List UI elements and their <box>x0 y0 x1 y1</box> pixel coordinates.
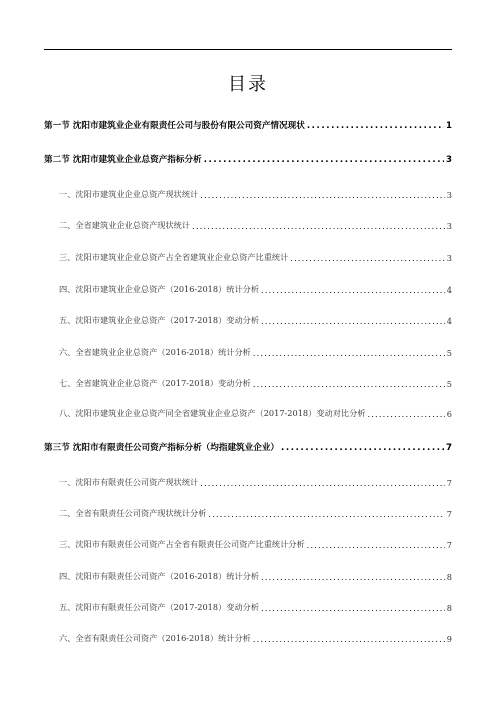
toc-leader-dots <box>281 443 444 453</box>
header-rule <box>44 49 452 50</box>
toc-entry[interactable] <box>44 342 452 358</box>
toc-leader-dots <box>253 348 445 358</box>
toc-page-number: 1 <box>446 121 452 131</box>
toc-page-number: 7 <box>446 540 452 550</box>
toc-entry-label: 二、全省有限责任公司资产现状统计分析 <box>59 508 207 518</box>
toc-entry[interactable] <box>44 628 452 644</box>
toc-entry[interactable] <box>44 310 452 326</box>
toc-page-number: 4 <box>446 285 452 295</box>
toc-page-number: 5 <box>446 348 452 358</box>
toc-page-number: 3 <box>446 155 452 165</box>
toc-entry[interactable] <box>44 215 452 231</box>
toc-page-number: 6 <box>446 409 452 419</box>
toc-entry-label: 八、沈阳市建筑业企业总资产同全省建筑业企业总资产（2017-2018）变动对比分析 <box>59 408 366 418</box>
toc-page-number: 8 <box>446 603 452 613</box>
toc-entry[interactable] <box>44 597 452 613</box>
toc-entry-label: 一、沈阳市有限责任公司资产现状统计 <box>59 477 199 487</box>
toc-leader-dots <box>192 221 445 231</box>
toc-entry[interactable] <box>44 534 452 550</box>
toc-leader-dots <box>307 121 444 131</box>
toc-entry[interactable] <box>44 373 452 389</box>
toc-leader-dots <box>253 634 445 644</box>
toc-page-number: 3 <box>446 221 452 231</box>
toc-leader-dots <box>253 379 445 389</box>
toc-page-number: 7 <box>446 443 452 453</box>
toc-leader-dots <box>367 409 444 419</box>
toc-entry[interactable] <box>44 437 452 453</box>
toc-entry-label: 第三节 沈阳市有限责任公司资产指标分析（均指建筑业企业） <box>44 443 280 453</box>
toc-leader-dots <box>200 190 445 200</box>
toc-entry-label: 第二节 沈阳市建筑业企业总资产指标分析 <box>44 155 202 165</box>
toc-entry-label: 一、沈阳市建筑业企业总资产现状统计 <box>59 189 199 199</box>
toc-entry[interactable] <box>44 472 452 488</box>
toc-entry[interactable] <box>44 115 452 131</box>
toc-page-number: 7 <box>446 478 452 488</box>
toc-leader-dots <box>261 285 445 295</box>
toc-leader-dots <box>204 155 444 165</box>
toc-entry[interactable] <box>44 184 452 200</box>
toc-leader-dots <box>261 572 445 582</box>
toc-entry[interactable] <box>44 279 452 295</box>
toc-page-number: 5 <box>446 379 452 389</box>
toc-leader-dots <box>261 316 445 326</box>
toc-entry-label: 二、全省建筑业企业总资产现状统计 <box>59 220 191 230</box>
toc-page-number: 8 <box>446 572 452 582</box>
toc-leader-dots <box>261 603 445 613</box>
toc-leader-dots <box>307 540 445 550</box>
toc-page-number: 4 <box>446 316 452 326</box>
toc-entry[interactable] <box>44 149 452 165</box>
toc-entry-label: 六、全省建筑业企业总资产（2016-2018）统计分析 <box>59 347 251 357</box>
toc-entry-label: 三、沈阳市建筑业企业总资产占全省建筑业企业总资产比重统计 <box>59 252 289 262</box>
toc-entry[interactable] <box>44 403 452 419</box>
toc-leader-dots <box>290 253 445 263</box>
toc-entry[interactable] <box>44 503 452 519</box>
toc-entry-label: 三、沈阳市有限责任公司资产占全省有限责任公司资产比重统计分析 <box>59 539 305 549</box>
toc-entry-label: 第一节 沈阳市建筑业企业有限责任公司与股份有限公司资产情况现状 <box>44 121 305 131</box>
toc-entry-label: 四、沈阳市有限责任公司资产（2016-2018）统计分析 <box>59 571 260 581</box>
toc-leader-dots <box>208 509 444 519</box>
toc-page-number: 3 <box>446 253 452 263</box>
toc-entry-label: 六、全省有限责任公司资产（2016-2018）统计分析 <box>59 633 251 643</box>
page-title: 目录 <box>228 74 268 95</box>
toc-entry-label: 四、沈阳市建筑业企业总资产（2016-2018）统计分析 <box>59 284 260 294</box>
toc-page-number: 7 <box>446 509 452 519</box>
toc-entry[interactable] <box>44 566 452 582</box>
toc-leader-dots <box>200 478 445 488</box>
toc-entry-label: 五、沈阳市有限责任公司资产（2017-2018）变动分析 <box>59 602 260 612</box>
toc-entry[interactable] <box>44 247 452 263</box>
toc-page-number: 3 <box>446 190 452 200</box>
toc-entry-label: 五、沈阳市建筑业企业总资产（2017-2018）变动分析 <box>59 315 260 325</box>
toc-page-number: 9 <box>446 634 452 644</box>
toc-entry-label: 七、全省建筑业企业总资产（2017-2018）变动分析 <box>59 378 251 388</box>
